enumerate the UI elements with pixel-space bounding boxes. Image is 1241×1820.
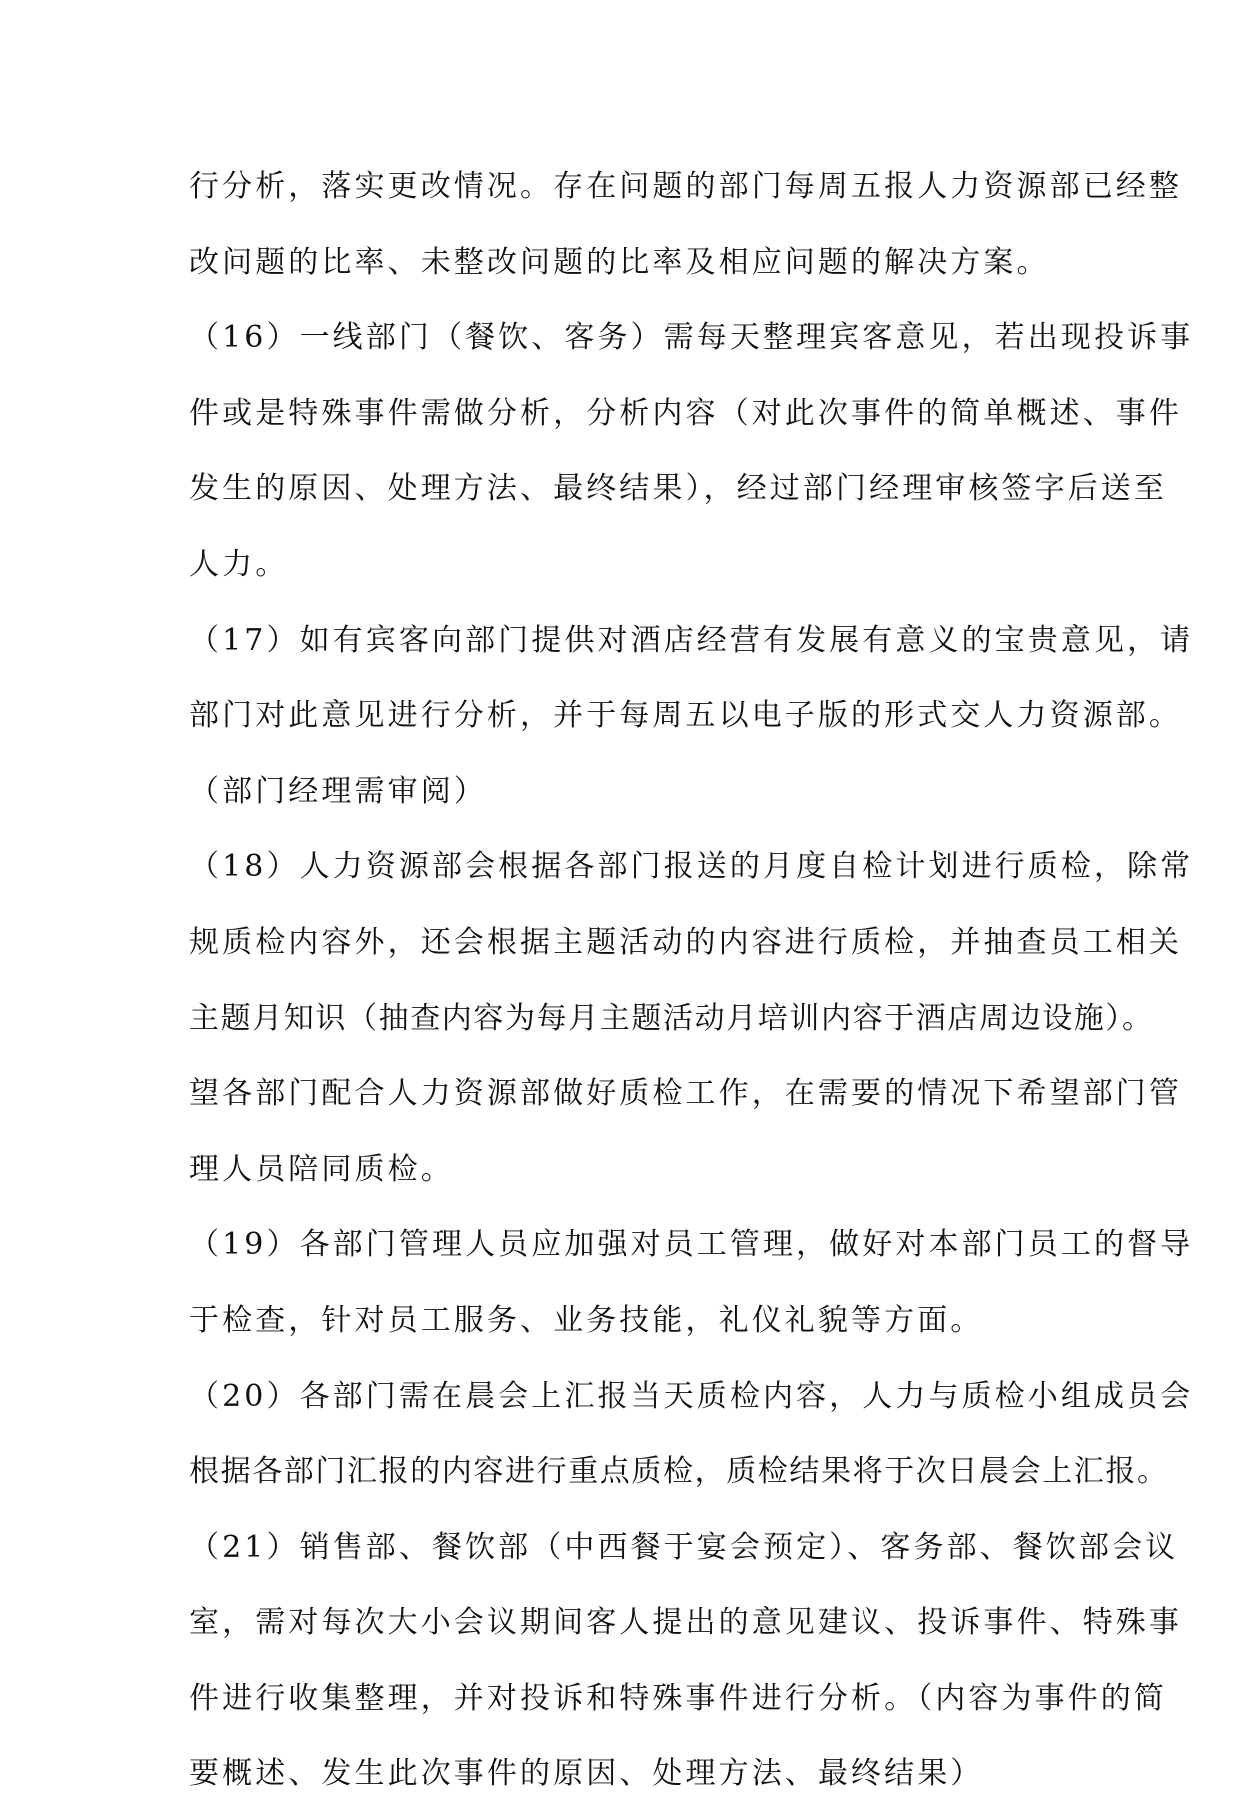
item-18-line-5: 理人员陪同质检。 xyxy=(189,1151,454,1187)
item-19-line-2: 于检查，针对员工服务、业务技能，礼仪礼貌等方面。 xyxy=(189,1302,984,1338)
item-20-line-1: （20）各部门需在晨会上汇报当天质检内容，人力与质检小组成员会 xyxy=(189,1378,1194,1414)
item-16-line-3: 发生的原因、处理方法、最终结果），经过部门经理审核签字后送至 xyxy=(189,471,1167,507)
item-18-line-2: 规质检内容外，还会根据主题活动的内容进行质检，并抽查员工相关 xyxy=(189,924,1182,960)
text-line-2: 改问题的比率、未整改问题的比率及相应问题的解决方案。 xyxy=(189,244,1050,280)
item-18-line-1: （18）人力资源部会根据各部门报送的月度自检计划进行质检，除常 xyxy=(189,849,1194,885)
item-16-line-1: （16）一线部门（餐饮、客务）需每天整理宾客意见，若出现投诉事 xyxy=(189,320,1194,356)
body-text xyxy=(189,157,1194,1820)
item-20-line-2: 根据各部门汇报的内容进行重点质检，质检结果将于次日晨会上汇报。 xyxy=(189,1454,1169,1490)
item-17-line-1: （17）如有宾客向部门提供对酒店经营有发展有意义的宝贵意见，请 xyxy=(189,622,1194,658)
item-21-line-3: 件进行收集整理，并对投诉和特殊事件进行分析。（内容为事件的简 xyxy=(189,1680,1167,1716)
item-17-line-3: （部门经理需审阅） xyxy=(189,773,487,809)
item-17-line-2: 部门对此意见进行分析，并于每周五以电子版的形式交人力资源部。 xyxy=(189,698,1182,734)
item-19-line-1: （19）各部门管理人员应加强对员工管理，做好对本部门员工的督导 xyxy=(189,1227,1194,1263)
item-18-line-4: 望各部门配合人力资源部做好质检工作，在需要的情况下希望部门管 xyxy=(189,1076,1182,1112)
text-line-1: 行分析，落实更改情况。存在问题的部门每周五报人力资源部已经整 xyxy=(189,169,1182,204)
item-16-line-4: 人力。 xyxy=(189,546,289,582)
item-18-line-3: 主题月知识（抽查内容为每月主题活动月培训内容于酒店周边设施）。 xyxy=(189,1000,1154,1036)
item-21-line-1: （21）销售部、餐饮部（中西餐于宴会预定）、客务部、餐饮部会议 xyxy=(189,1529,1179,1565)
item-21-line-2: 室，需对每次大小会议期间客人提出的意见建议、投诉事件、特殊事 xyxy=(189,1605,1182,1641)
item-16-line-2: 件或是特殊事件需做分析，分析内容（对此次事件的简单概述、事件 xyxy=(189,395,1182,431)
item-21-line-4: 要概述、发生此次事件的原因、处理方法、最终结果） xyxy=(189,1756,984,1792)
